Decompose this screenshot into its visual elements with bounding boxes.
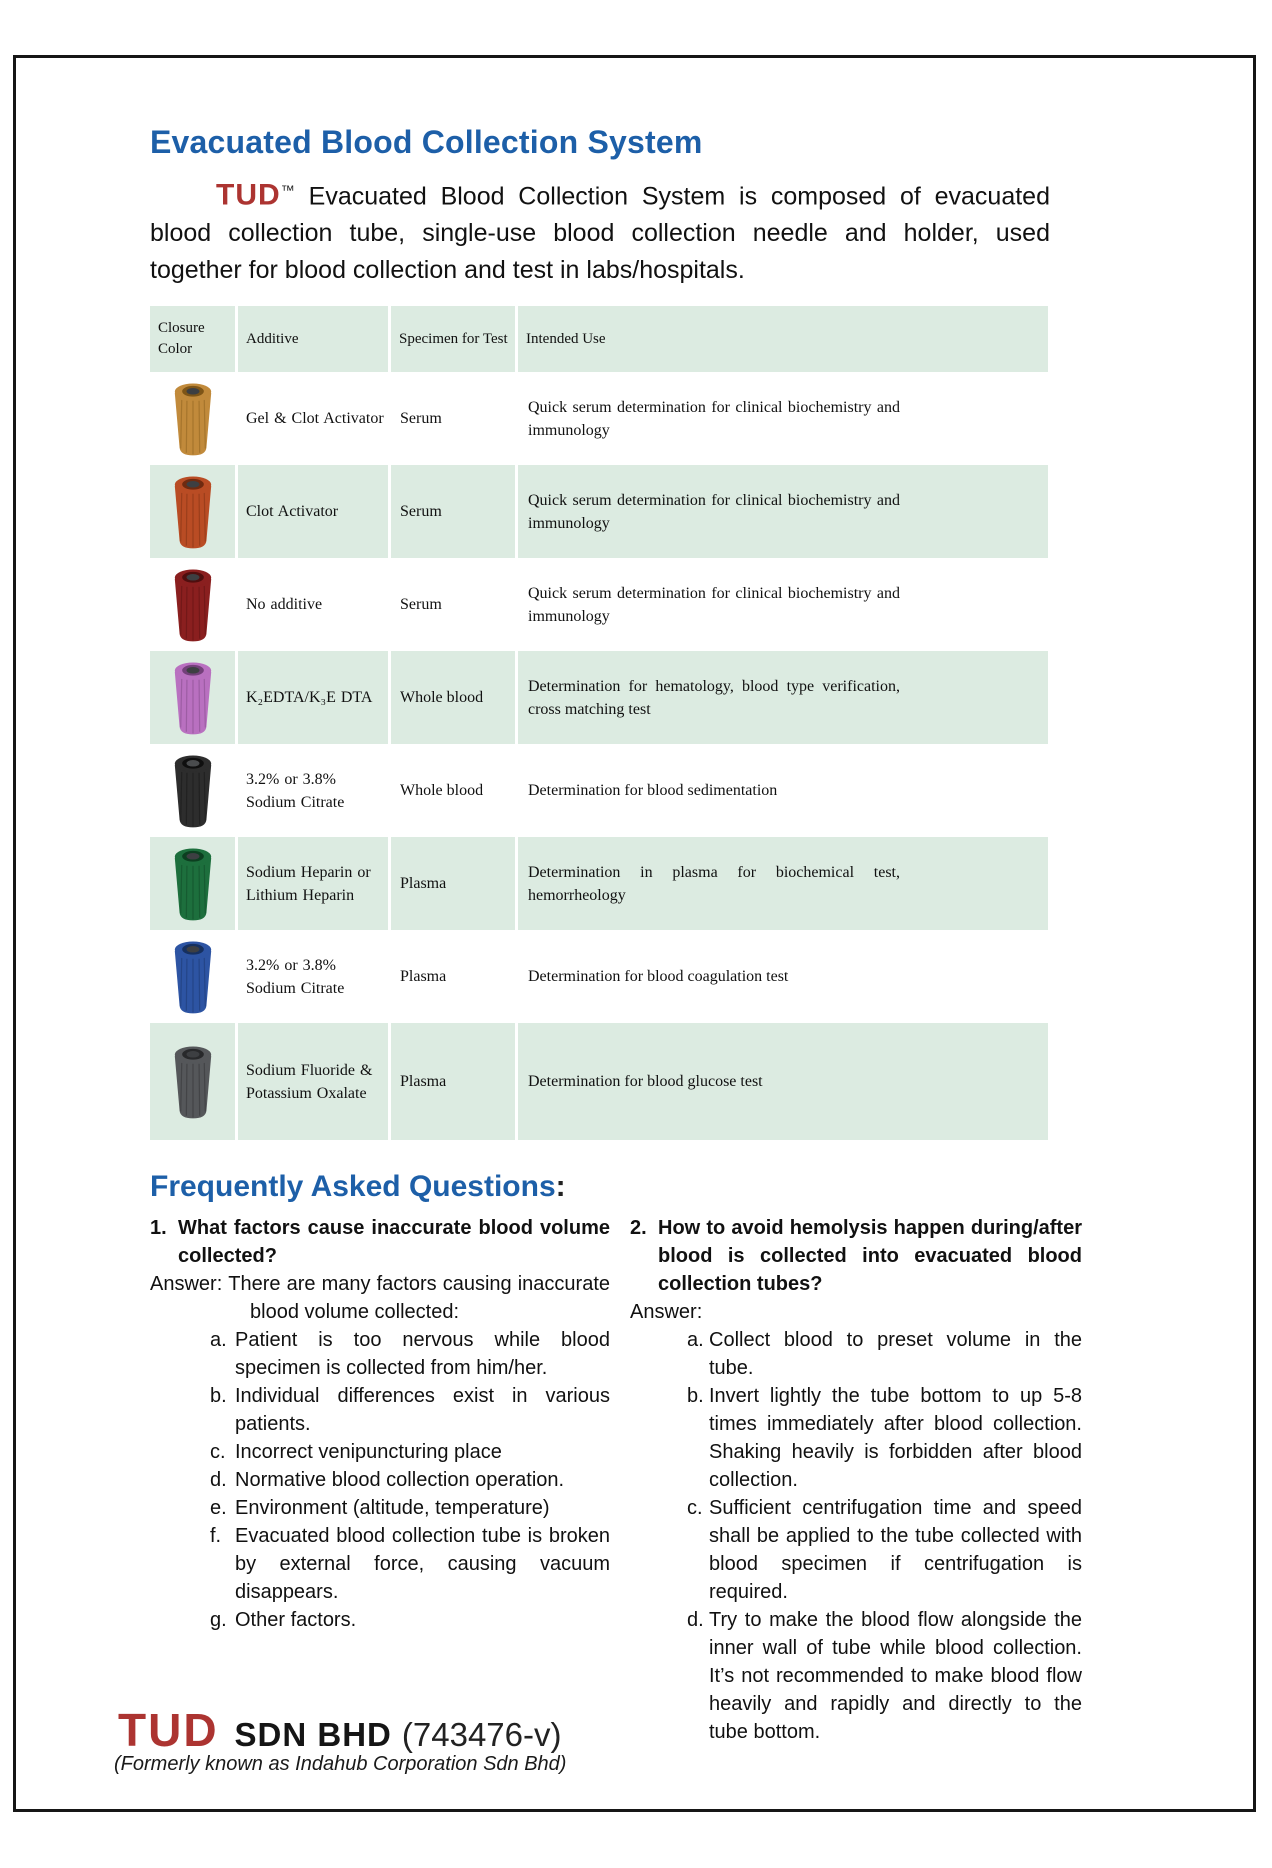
- faq-answer-2: [630, 1298, 1082, 1326]
- footer-company-line: [118, 1703, 561, 1757]
- trademark-symbol: ™: [280, 182, 295, 198]
- faq2-item-b: b. Invert lightly the tube bottom to up 5-8 times immediately after blood collection. Shaking heavily is forbidden after blood collection.: [687, 1385, 1082, 1491]
- table-row-8-additive: Sodium Fluoride & Potassium Oxalate: [238, 1023, 388, 1140]
- table-row-3-additive: No additive: [238, 558, 388, 651]
- table-row-5-intended-use: Determination for blood sedimentation: [518, 744, 1048, 837]
- table-row-4-specimen: Whole blood: [391, 651, 515, 744]
- answer-text: There are many factors causing inaccurate blood volume collected:: [228, 1273, 610, 1323]
- intro-paragraph: [150, 172, 1050, 289]
- table-row-8-intended-use: Determination for blood glucose test: [518, 1023, 1048, 1140]
- table-row-7-cap-cell: [150, 930, 235, 1023]
- gold-cap-icon: [167, 379, 219, 459]
- table-row-8-cap-cell: [150, 1023, 235, 1140]
- black-cap-icon: [167, 751, 219, 831]
- blue-cap-icon: [167, 937, 219, 1017]
- table-row-7-additive: 3.2% or 3.8% Sodium Citrate: [238, 930, 388, 1023]
- faq1-item-e: e. Environment (altitude, temperature): [210, 1497, 550, 1519]
- green-cap-icon: [167, 844, 219, 924]
- table-row-3-intended-use: Quick serum determination for clinical biochemistry and immunology: [518, 558, 1048, 651]
- page-title: Evacuated Blood Collection System: [150, 124, 703, 160]
- table-row-7-intended-use: Determination for blood coagulation test: [518, 930, 1048, 1023]
- table-row-4-additive: K₂EDTA/K₃E DTA: [238, 651, 388, 744]
- faq1-item-a: a. Patient is too nervous while blood specimen is collected from him/her.: [210, 1329, 610, 1379]
- footer-registration-number: (743476-v): [401, 1716, 562, 1753]
- table-row-5-specimen: Whole blood: [391, 744, 515, 837]
- faq2-item-a: a. Collect blood to preset volume in the tube.: [687, 1329, 1082, 1379]
- table-row-2-intended-use: Quick serum determination for clinical biochemistry and immunology: [518, 465, 1048, 558]
- faq-answer-1: [150, 1270, 610, 1326]
- footer-company-name: SDN BHD: [234, 1716, 392, 1753]
- table-row-2-specimen: Serum: [391, 465, 515, 558]
- table-row-6-specimen: Plasma: [391, 837, 515, 930]
- table-row-6-cap-cell: [150, 837, 235, 930]
- table-row-2-additive: Clot Activator: [238, 465, 388, 558]
- faq1-item-b: b. Individual differences exist in various patients.: [210, 1385, 610, 1435]
- faq2-item-c: c. Sufficient centrifugation time and speed shall be applied to the tube collected with blood specimen if centrifugation is required.: [687, 1497, 1082, 1603]
- header-intended-use: Intended Use: [518, 306, 1048, 372]
- table-row-1-intended-use: Quick serum determination for clinical biochemistry and immunology: [518, 372, 1048, 465]
- question-number: 2.: [630, 1217, 647, 1239]
- table-row-2-cap-cell: [150, 465, 235, 558]
- table-row-3-specimen: Serum: [391, 558, 515, 651]
- gray-cap-icon: [167, 1042, 219, 1122]
- question-text: How to avoid hemolysis happen during/after blood is collected into evacuated blood collection tubes?: [658, 1217, 1082, 1295]
- tube-table: [150, 306, 1048, 1140]
- answer-label: Answer:: [150, 1273, 223, 1295]
- faq-question-1-block: [150, 1214, 610, 1634]
- table-row-6-intended-use: Determination in plasma for biochemical test, hemorrheology: [518, 837, 1048, 930]
- dark-red-cap-icon: [167, 565, 219, 645]
- faq1-item-c: c. Incorrect venipuncturing place: [210, 1441, 502, 1463]
- faq-question-1: [150, 1214, 610, 1270]
- table-row-1-cap-cell: [150, 372, 235, 465]
- lavender-cap-icon: [167, 658, 219, 738]
- header-closure-color: Closure Color: [150, 306, 235, 372]
- faq1-item-g: g. Other factors.: [210, 1609, 357, 1631]
- table-row-4-intended-use: Determination for hematology, blood type verification, cross matching test: [518, 651, 1048, 744]
- table-row-5-cap-cell: [150, 744, 235, 837]
- question-number: 1.: [150, 1217, 167, 1239]
- table-row-1-additive: Gel & Clot Activator: [238, 372, 388, 465]
- footer-formerly-note: (Formerly known as Indahub Corporation Sdn Bhd): [114, 1753, 567, 1775]
- faq-heading-colon: :: [555, 1170, 566, 1203]
- question-text: What factors cause inaccurate blood volume collected?: [178, 1217, 610, 1267]
- footer-brand-logo: TUD: [118, 1704, 219, 1756]
- faq2-item-d: d. Try to make the blood flow alongside the inner wall of tube while blood collection. It’s not recommended to make blood flow heavily and rapidly and directly to the tube bottom.: [687, 1609, 1082, 1743]
- table-row-5-additive: 3.2% or 3.8% Sodium Citrate: [238, 744, 388, 837]
- table-row-4-cap-cell: [150, 651, 235, 744]
- faq-question-2-block: [630, 1214, 1082, 1746]
- table-row-7-specimen: Plasma: [391, 930, 515, 1023]
- faq1-item-d: d. Normative blood collection operation.: [210, 1469, 565, 1491]
- table-row-1-specimen: Serum: [391, 372, 515, 465]
- faq-question-2: [630, 1214, 1082, 1298]
- table-row-6-additive: Sodium Heparin or Lithium Heparin: [238, 837, 388, 930]
- brand-name: TUD: [216, 178, 281, 212]
- faq-heading: Frequently Asked Questions:: [150, 1170, 566, 1203]
- table-row-8-specimen: Plasma: [391, 1023, 515, 1140]
- header-specimen: Specimen for Test: [391, 306, 515, 372]
- faq1-item-f: f. Evacuated blood collection tube is broken by external force, causing vacuum disappears.: [210, 1525, 610, 1603]
- intro-text: Evacuated Blood Collection System is composed of evacuated blood collection tube, single-use blood collection needle and holder, used together for blood collection and test in labs/hospitals.: [150, 182, 1050, 285]
- header-additive: Additive: [238, 306, 388, 372]
- answer-label: Answer:: [630, 1301, 703, 1323]
- table-row-3-cap-cell: [150, 558, 235, 651]
- red-orange-cap-icon: [167, 472, 219, 552]
